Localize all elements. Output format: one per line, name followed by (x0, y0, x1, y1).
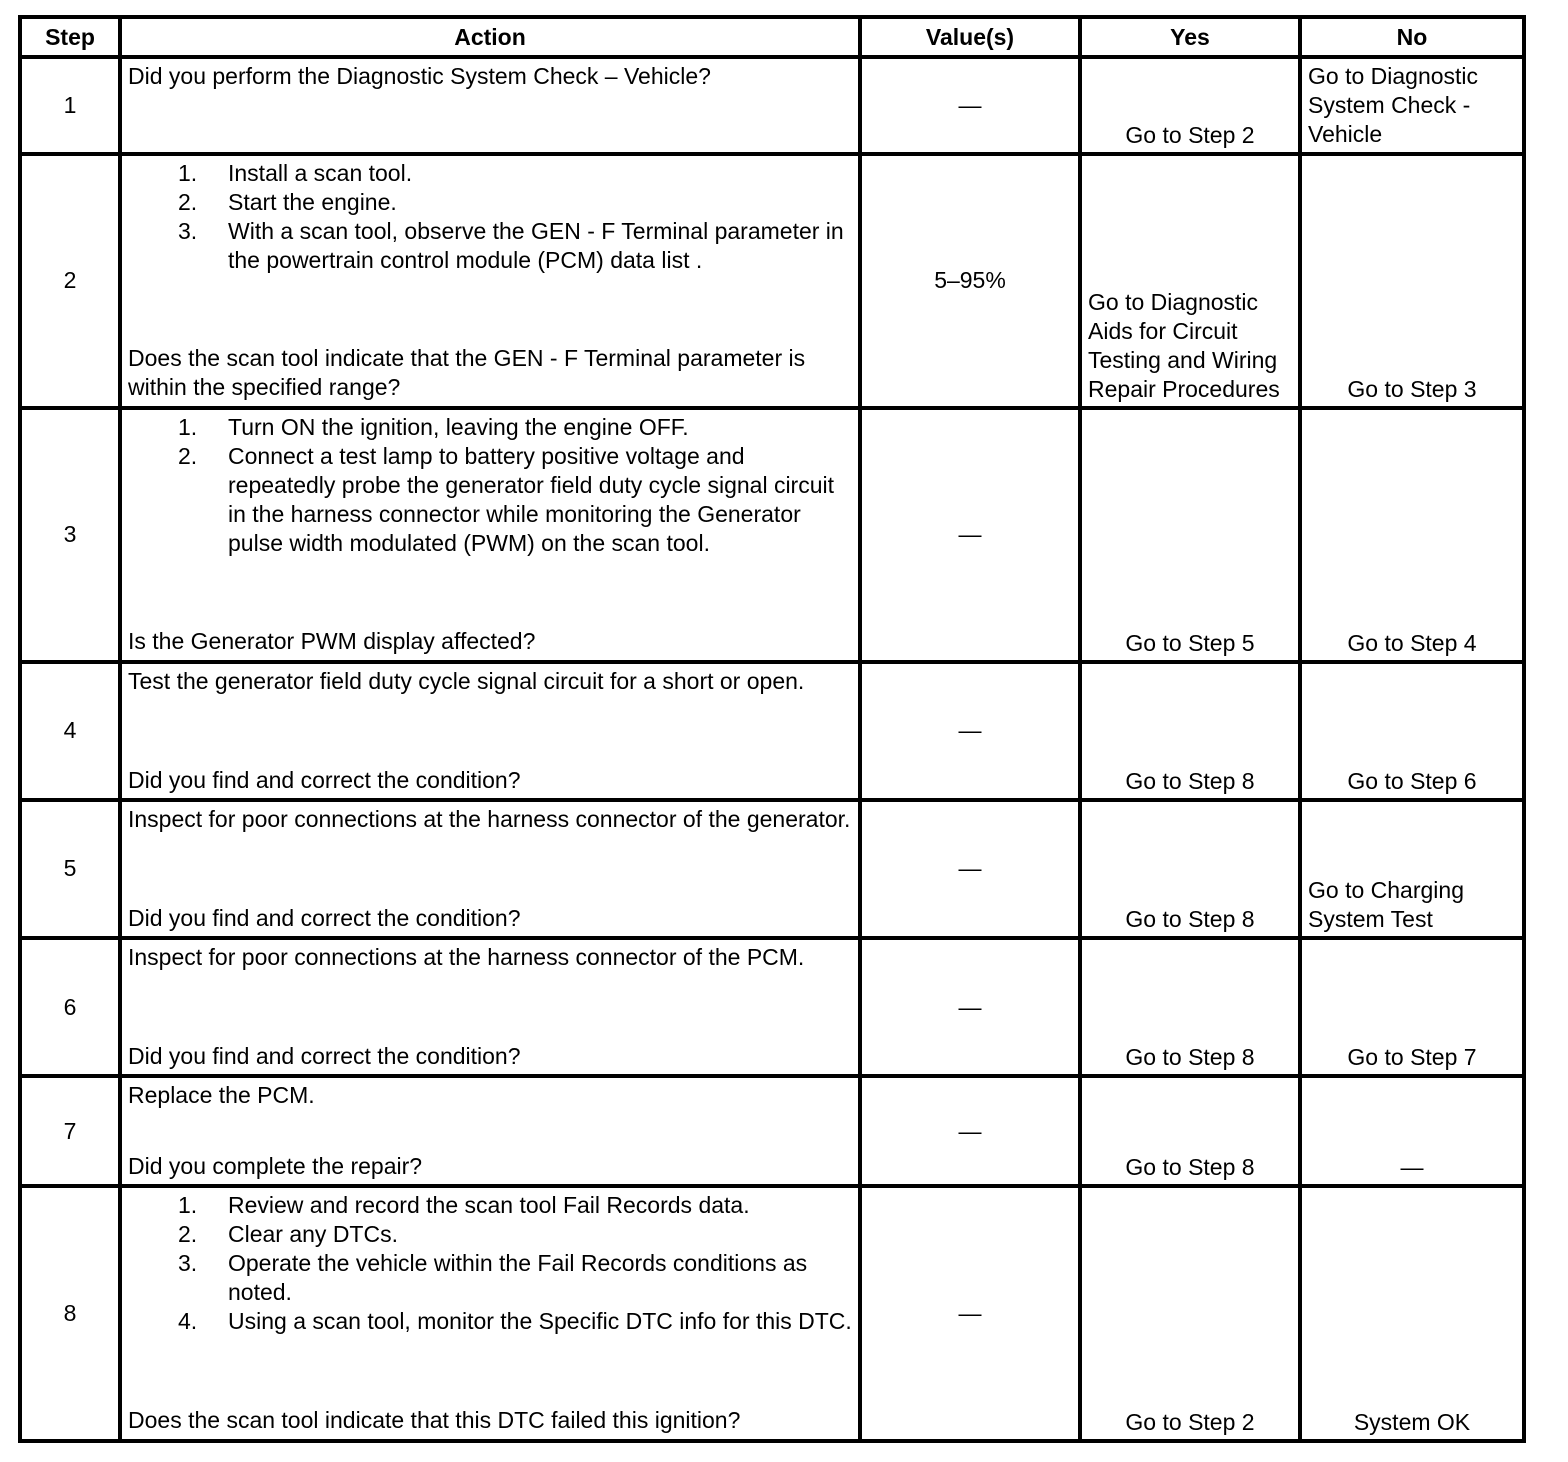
step-number: 8 (20, 1186, 120, 1441)
no-result-cell (1300, 800, 1524, 938)
action-question: Did you find and correct the condition? (128, 1042, 521, 1069)
no-result: Go to Diagnostic System Check - Vehicle (1308, 63, 1479, 147)
list-item: 2. Start the engine. (178, 188, 397, 215)
step-number: 4 (20, 662, 120, 800)
action-cell (120, 408, 860, 662)
action-question: Is the Generator PWM display affected? (128, 627, 536, 654)
action-instruction: Did you perform the Diagnostic System Check – Vehicle? (128, 63, 711, 89)
value-cell: 5–95% (860, 154, 1080, 408)
table-row (20, 800, 1524, 938)
yes-result: Go to Diagnostic Aids for Circuit Testing and Wiring Repair Procedures (1088, 288, 1280, 402)
yes-result-cell (1080, 408, 1300, 662)
no-result-cell (1300, 154, 1524, 408)
action-question: Did you find and correct the condition? (128, 904, 521, 931)
step-number: 6 (20, 938, 120, 1076)
list-item: 3. With a scan tool, observe the GEN - F Terminal parameter in the powertrain control module (PCM) data list . (178, 217, 844, 273)
header-action: Action (120, 17, 860, 57)
step-number: 3 (20, 408, 120, 662)
table-row (20, 662, 1524, 800)
value-cell: — (860, 408, 1080, 662)
no-result-cell (1300, 1076, 1524, 1186)
yes-result-cell (1080, 154, 1300, 408)
no-result-cell (1300, 938, 1524, 1076)
no-result: Go to Step 4 (1347, 629, 1477, 656)
no-result-cell (1300, 57, 1524, 154)
table-row (20, 57, 1524, 154)
yes-result-cell (1080, 57, 1300, 154)
action-question: Does the scan tool indicate that this DTC failed this ignition? (128, 1406, 741, 1433)
table-row (20, 1076, 1524, 1186)
value-cell: — (860, 662, 1080, 800)
step-number: 2 (20, 154, 120, 408)
list-item: 1. Install a scan tool. (178, 159, 413, 186)
table-row (20, 1186, 1524, 1441)
action-cell (120, 938, 860, 1076)
action-list (128, 413, 852, 558)
yes-result: Go to Step 2 (1125, 1409, 1255, 1435)
yes-result: Go to Step 8 (1125, 905, 1255, 932)
action-cell (120, 1186, 860, 1441)
list-item: 1. Turn ON the ignition, leaving the engine OFF. (178, 413, 689, 440)
yes-result: Go to Step 8 (1125, 1044, 1255, 1071)
list-item: 2. Clear any DTCs. (178, 1220, 398, 1247)
header-no: No (1300, 17, 1524, 57)
yes-result-cell (1080, 800, 1300, 938)
list-item: 3. Operate the vehicle within the Fail Records conditions as noted. (178, 1249, 808, 1305)
action-question: Does the scan tool indicate that the GEN - F Terminal parameter is within the specified range? (128, 344, 806, 400)
value-cell: — (860, 1186, 1080, 1441)
action-cell (120, 154, 860, 408)
yes-result-cell (1080, 1076, 1300, 1186)
yes-result-cell (1080, 1186, 1300, 1441)
yes-result-cell (1080, 938, 1300, 1076)
list-item: 1. Review and record the scan tool Fail Records data. (178, 1191, 750, 1218)
action-instruction: Inspect for poor connections at the harness connector of the generator. (128, 805, 851, 832)
no-result: Go to Step 6 (1347, 767, 1477, 794)
step-number: 7 (20, 1076, 120, 1186)
action-question: Did you find and correct the condition? (128, 766, 521, 793)
action-question: Did you complete the repair? (128, 1153, 423, 1180)
diagnostic-table (18, 15, 1526, 1443)
yes-result: Go to Step 2 (1125, 121, 1255, 148)
value-cell: — (860, 57, 1080, 154)
action-instruction: Test the generator field duty cycle signal circuit for a short or open. (128, 667, 805, 694)
list-item: 4. Using a scan tool, monitor the Specific DTC info for this DTC. (178, 1307, 852, 1334)
step-number: 5 (20, 800, 120, 938)
action-list (128, 159, 852, 275)
yes-result: Go to Step 5 (1125, 629, 1255, 656)
header-yes: Yes (1080, 17, 1300, 57)
step-number: 1 (20, 57, 120, 154)
action-instruction: Inspect for poor connections at the harness connector of the PCM. (128, 943, 805, 970)
action-instruction: Replace the PCM. (128, 1082, 315, 1109)
action-cell (120, 1076, 860, 1186)
table-row (20, 938, 1524, 1076)
no-result: Go to Step 7 (1347, 1044, 1477, 1071)
header-step: Step (20, 17, 120, 57)
no-result: Go to Step 3 (1347, 375, 1477, 402)
no-result: Go to Charging System Test (1308, 876, 1464, 932)
table-row (20, 154, 1524, 408)
yes-result: Go to Step 8 (1125, 1153, 1255, 1180)
list-item: 2. Connect a test lamp to battery positive voltage and repeatedly probe the generator field duty cycle signal circuit in the harness connector while monitoring the Generator pulse width modulated (PWM) on the scan tool. (178, 442, 835, 556)
value-cell: — (860, 1076, 1080, 1186)
yes-result: Go to Step 8 (1125, 767, 1255, 794)
no-result-cell (1300, 408, 1524, 662)
value-cell: — (860, 938, 1080, 1076)
action-cell (120, 57, 860, 154)
table-row (20, 408, 1524, 662)
action-list (128, 1191, 852, 1336)
action-cell (120, 662, 860, 800)
header-values: Value(s) (860, 17, 1080, 57)
no-result: System OK (1353, 1409, 1471, 1435)
no-result: — (1400, 1153, 1424, 1180)
header-row (20, 17, 1524, 57)
action-cell (120, 800, 860, 938)
value-cell: — (860, 800, 1080, 938)
yes-result-cell (1080, 662, 1300, 800)
no-result-cell (1300, 1186, 1524, 1441)
no-result-cell (1300, 662, 1524, 800)
